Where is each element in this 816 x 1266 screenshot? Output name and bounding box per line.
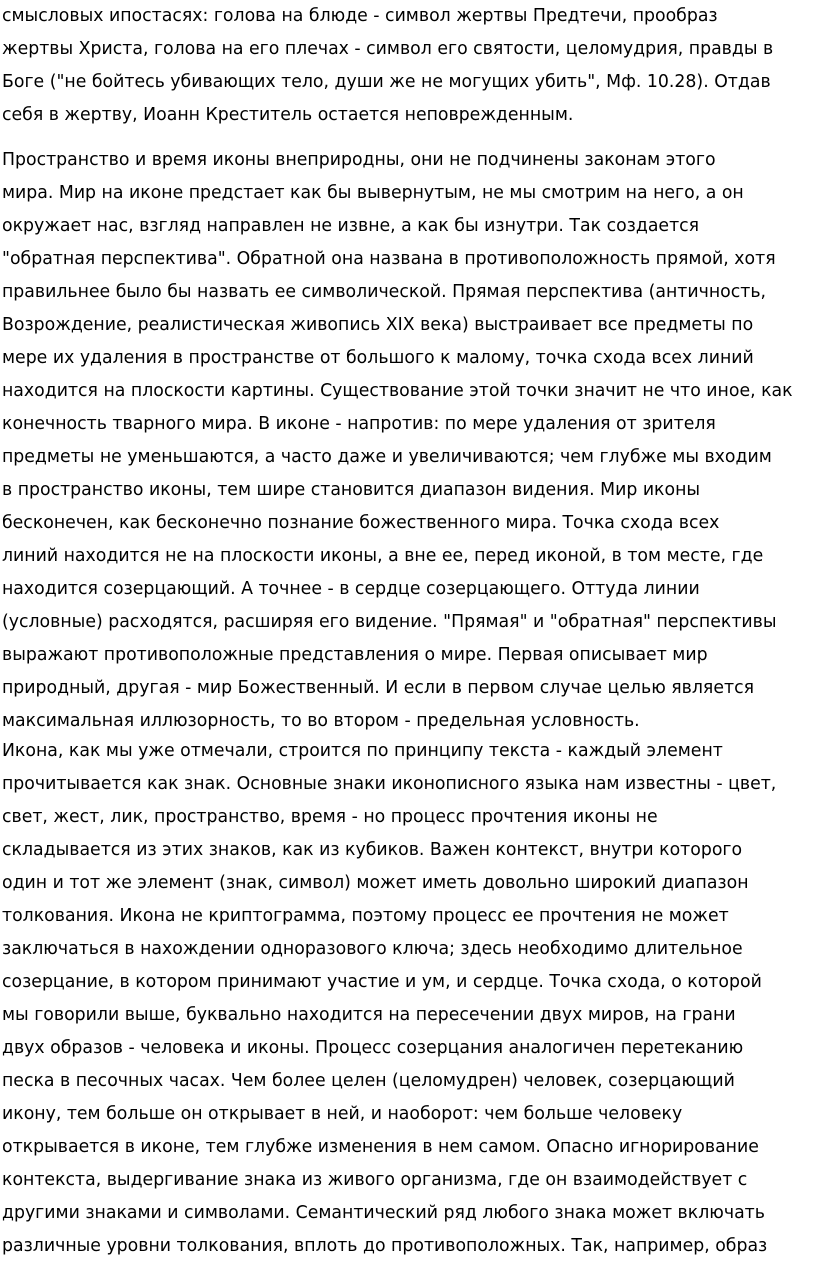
text-line: находится созерцающий. А точнее - в сердце созерцающего. Оттуда линии	[1, 579, 700, 599]
text-line: один и тот же элемент (знак, символ) может иметь довольно широкий диапазон	[1, 873, 749, 893]
text-line: различные уровни толкования, вплоть до противоположных. Так, например, образ	[1, 1236, 768, 1256]
text-line: заключаться в нахождении одноразового ключа; здесь необходимо длительное	[1, 939, 743, 959]
text-line: смысловых ипостасях: голова на блюде - символ жертвы Предтечи, прообраз	[1, 6, 718, 26]
text-line: свет, жест, лик, пространство, время - но процесс прочтения иконы не	[1, 807, 658, 827]
text-line: контекста, выдергивание знака из живого организма, где он взаимодействует с	[1, 1170, 748, 1190]
text-line: окружает нас, взгляд направлен не извне, а как бы изнутри. Так создается	[1, 216, 700, 236]
text-line: природный, другая - мир Божественный. И если в первом случае целью является	[1, 678, 755, 698]
paragraph-2	[0, 144, 816, 738]
text-line: в пространство иконы, тем шире становится диапазон видения. Мир иконы	[1, 480, 701, 500]
text-line: созерцание, в котором принимают участие и ум, и сердце. Точка схода, о которой	[1, 972, 762, 992]
text-line: себя в жертву, Иоанн Креститель остается неповрежденным.	[1, 105, 574, 125]
text-line: прочитывается как знак. Основные знаки иконописного языка нам известны - цвет,	[1, 774, 777, 794]
text-line: конечность тварного мира. В иконе - напротив: по мере удаления от зрителя	[1, 414, 716, 434]
text-line: предметы не уменьшаются, а часто даже и увеличиваются; чем глубже мы входим	[1, 447, 772, 467]
text-line: открывается в иконе, тем глубже изменения в нем самом. Опасно игнорирование	[1, 1137, 759, 1157]
text-line: максимальная иллюзорность, то во втором - предельная условность.	[1, 711, 640, 731]
paragraph-3	[0, 735, 816, 1263]
text-line: другими знаками и символами. Семантический ряд любого знака может включать	[1, 1203, 765, 1223]
text-line: Пространство и время иконы внеприродны, они не подчинены законам этого	[1, 150, 716, 170]
text-line: складывается из этих знаков, как из кубиков. Важен контекст, внутри которого	[1, 840, 743, 860]
text-line: песка в песочных часах. Чем более целен (целомудрен) человек, созерцающий	[1, 1071, 735, 1091]
text-line: выражают противоположные представления о мире. Первая описывает мир	[1, 645, 708, 665]
text-line: Боге ("не бойтесь убивающих тело, души же не могущих убить", Мф. 10.28). Отдав	[1, 72, 771, 92]
text-line: находится на плоскости картины. Существование этой точки значит не что иное, как	[1, 381, 793, 401]
paragraph-1	[0, 0, 816, 132]
text-line: икону, тем больше он открывает в ней, и наоборот: чем больше человеку	[1, 1104, 683, 1124]
text-line: мы говорили выше, буквально находится на пересечении двух миров, на грани	[1, 1005, 736, 1025]
text-line: линий находится не на плоскости иконы, а вне ее, перед иконой, в том месте, где	[1, 546, 764, 566]
text-line: (условные) расходятся, расширяя его видение. "Прямая" и "обратная" перспективы	[1, 612, 777, 632]
text-line: "обратная перспектива". Обратной она названа в противоположность прямой, хотя	[1, 249, 776, 269]
text-line: мере их удаления в пространстве от большого к малому, точка схода всех линий	[1, 348, 754, 368]
text-line: толкования. Икона не криптограмма, поэтому процесс ее прочтения не может	[1, 906, 729, 926]
text-line: бесконечен, как бесконечно познание божественного мира. Точка схода всех	[1, 513, 720, 533]
text-line: правильнее было бы назвать ее символической. Прямая перспектива (античность,	[1, 282, 767, 302]
text-line: Возрождение, реалистическая живопись XIX века) выстраивает все предметы по	[1, 315, 754, 335]
text-line: двух образов - человека и иконы. Процесс созерцания аналогичен перетеканию	[1, 1038, 744, 1058]
text-line: Икона, как мы уже отмечали, строится по принципу текста - каждый элемент	[1, 741, 723, 761]
text-line: жертвы Христа, голова на его плечах - символ его святости, целомудрия, правды в	[1, 39, 774, 59]
text-line: мира. Мир на иконе предстает как бы вывернутым, не мы смотрим на него, а он	[1, 183, 744, 203]
